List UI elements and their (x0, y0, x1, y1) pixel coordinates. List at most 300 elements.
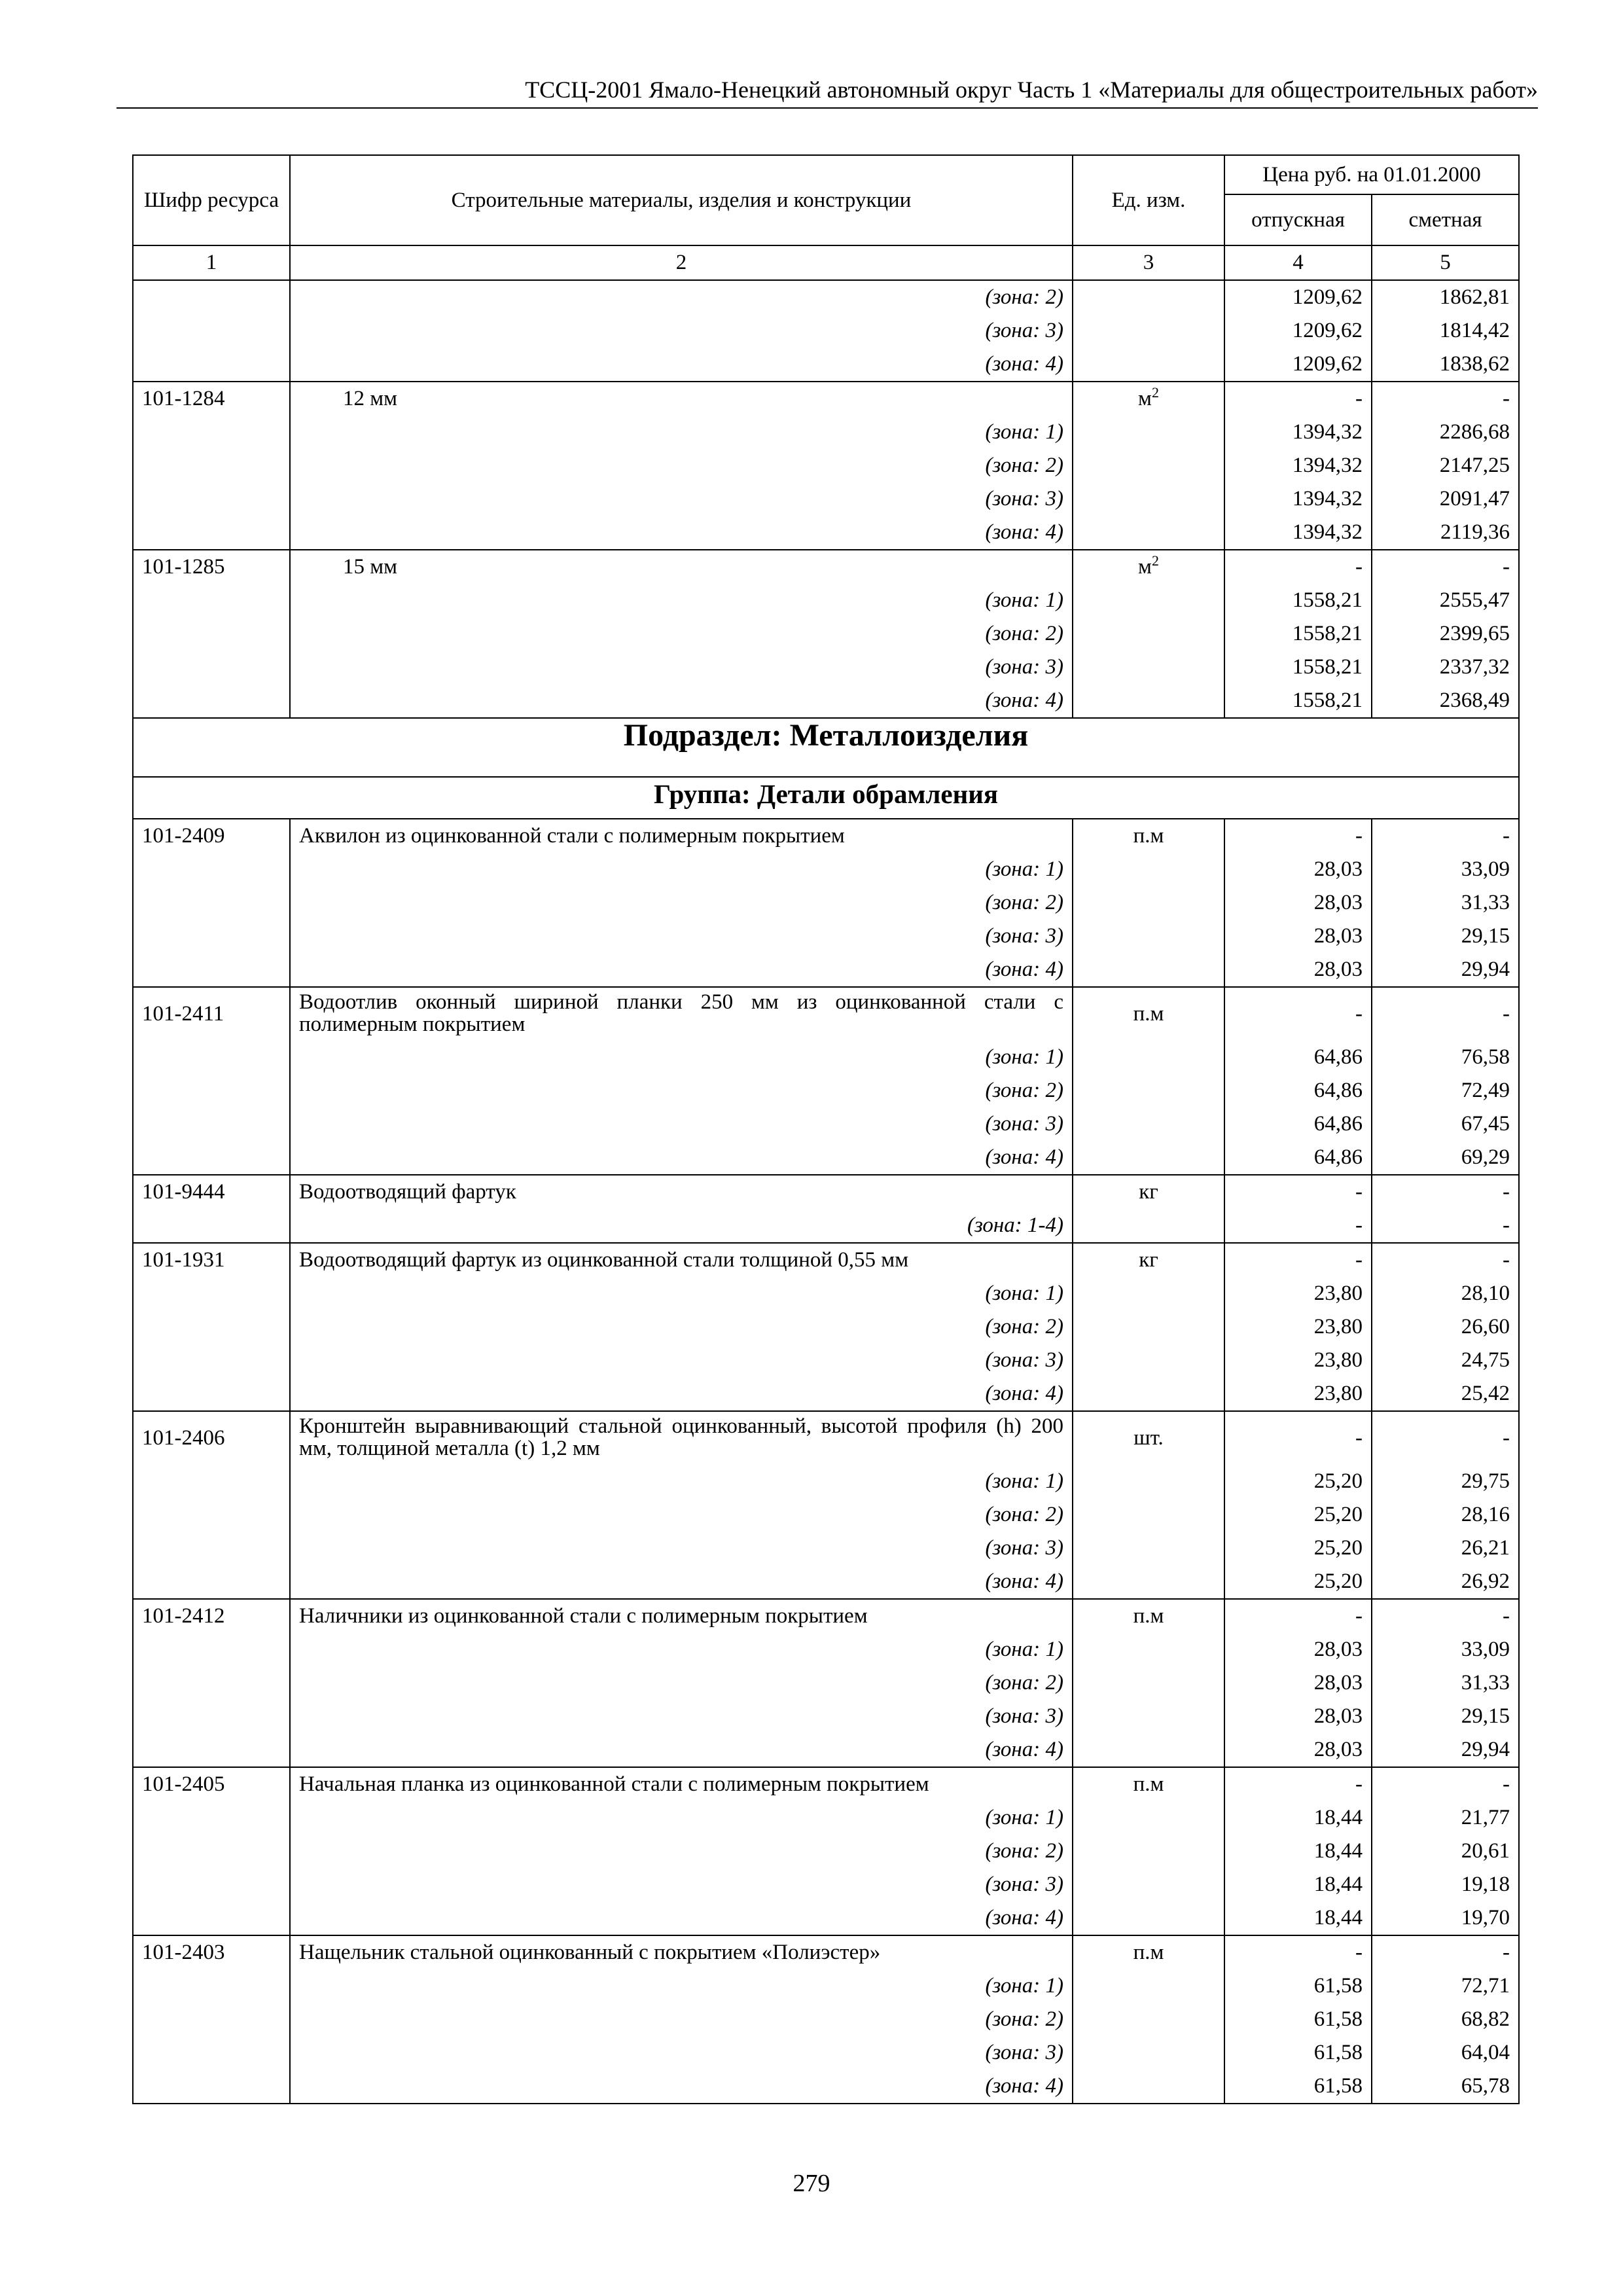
release-price: 64,86 (1224, 1074, 1372, 1107)
zone-label: (зона: 1) (290, 1041, 1073, 1074)
unit-label: п.м (1133, 1002, 1164, 1026)
estimate-price: 26,92 (1372, 1565, 1519, 1599)
header-name: Строительные материалы, изделия и конструкции (290, 155, 1073, 245)
unit-cell (1073, 920, 1224, 953)
header-release: отпускная (1224, 194, 1372, 245)
code-cell (133, 1209, 290, 1243)
table-header (133, 155, 1519, 280)
zone-label: (зона: 4) (290, 1377, 1073, 1411)
estimate-price: 26,60 (1372, 1310, 1519, 1344)
item-row (133, 1599, 1519, 1633)
resource-code: 101-1931 (133, 1243, 290, 1277)
zone-row (133, 584, 1519, 617)
unit-cell (1073, 1310, 1224, 1344)
code-cell (133, 1310, 290, 1344)
code-cell (133, 651, 290, 684)
estimate-price: 29,94 (1372, 953, 1519, 987)
release-price: 1394,32 (1224, 449, 1372, 482)
zone-row (133, 1901, 1519, 1935)
estimate-price: 2119,36 (1372, 516, 1519, 550)
code-cell (133, 1733, 290, 1767)
zone-row (133, 651, 1519, 684)
zone-row (133, 314, 1519, 348)
code-cell (133, 1465, 290, 1498)
zone-row (133, 1465, 1519, 1498)
estimate-price: 28,16 (1372, 1498, 1519, 1532)
release-price: - (1224, 382, 1372, 416)
code-cell (133, 516, 290, 550)
estimate-price: - (1372, 382, 1519, 416)
release-price: 23,80 (1224, 1344, 1372, 1377)
unit-cell (1073, 1935, 1224, 1969)
zone-label: (зона: 3) (290, 1700, 1073, 1733)
table-body-lower (133, 819, 1519, 2104)
release-price: 1558,21 (1224, 684, 1372, 718)
unit-cell (1073, 416, 1224, 449)
zone-row (133, 449, 1519, 482)
release-price: 23,80 (1224, 1377, 1372, 1411)
zone-row (133, 1700, 1519, 1733)
estimate-price: - (1372, 987, 1519, 1041)
resource-code: 101-2405 (133, 1767, 290, 1801)
code-cell (133, 617, 290, 651)
unit-cell (1073, 1532, 1224, 1565)
estimate-price: - (1372, 1175, 1519, 1209)
unit-cell (1073, 1411, 1224, 1465)
release-price: 61,58 (1224, 2003, 1372, 2036)
code-cell (133, 1868, 290, 1901)
table-body-upper (133, 280, 1519, 718)
zone-label: (зона: 3) (290, 920, 1073, 953)
unit-cell (1073, 1700, 1224, 1733)
release-price: 28,03 (1224, 920, 1372, 953)
zone-label: (зона: 2) (290, 1074, 1073, 1107)
code-cell (133, 1344, 290, 1377)
unit-cell (1073, 1107, 1224, 1141)
zone-row (133, 617, 1519, 651)
estimate-price: 24,75 (1372, 1344, 1519, 1377)
zone-label: (зона: 4) (290, 1565, 1073, 1599)
zone-label: (зона: 1) (290, 853, 1073, 886)
code-cell (133, 1565, 290, 1599)
zone-label: (зона: 1) (290, 1801, 1073, 1835)
unit-cell (1073, 987, 1224, 1041)
zone-row (133, 416, 1519, 449)
unit-cell (1073, 819, 1224, 853)
estimate-price: - (1372, 1243, 1519, 1277)
unit-cell (1073, 1498, 1224, 1532)
unit-cell (1073, 651, 1224, 684)
estimate-price: - (1372, 1209, 1519, 1243)
unit-cell (1073, 1465, 1224, 1498)
code-cell (133, 1141, 290, 1175)
header-code: Шифр ресурса (133, 155, 290, 245)
unit-cell (1073, 1835, 1224, 1868)
code-cell (133, 1700, 290, 1733)
material-name: Начальная планка из оцинкованной стали с полимерным покрытием (290, 1767, 1073, 1801)
unit-cell (1073, 1041, 1224, 1074)
zone-row (133, 1141, 1519, 1175)
material-name: Водоотлив оконный шириной планки 250 мм из оцинкованной стали с полимерным покрытием (290, 987, 1073, 1041)
zone-label: (зона: 2) (290, 1498, 1073, 1532)
zone-label: (зона: 2) (290, 617, 1073, 651)
material-name: 12 мм (290, 382, 1073, 416)
release-price: - (1224, 550, 1372, 584)
zone-label: (зона: 4) (290, 1733, 1073, 1767)
code-cell (133, 1041, 290, 1074)
release-price: 18,44 (1224, 1868, 1372, 1901)
material-name: Нащельник стальной оцинкованный с покрытием «Полиэстер» (290, 1935, 1073, 1969)
release-price: - (1224, 1599, 1372, 1633)
estimate-price: 68,82 (1372, 2003, 1519, 2036)
zone-row (133, 1041, 1519, 1074)
release-price: 64,86 (1224, 1141, 1372, 1175)
subsection-block (133, 718, 1519, 819)
zone-label: (зона: 2) (290, 2003, 1073, 2036)
release-price: 18,44 (1224, 1901, 1372, 1935)
unit-cell (1073, 449, 1224, 482)
zone-row (133, 280, 1519, 314)
release-price: 1394,32 (1224, 416, 1372, 449)
unit-cell (1073, 1377, 1224, 1411)
unit-cell (1073, 382, 1224, 416)
resource-code: 101-1284 (133, 382, 290, 416)
unit-cell (1073, 1175, 1224, 1209)
zone-row (133, 1868, 1519, 1901)
code-cell (133, 920, 290, 953)
unit-cell (1073, 1565, 1224, 1599)
zone-row (133, 348, 1519, 382)
zone-label: (зона: 4) (290, 684, 1073, 718)
zone-row (133, 1498, 1519, 1532)
zone-row (133, 853, 1519, 886)
estimate-price: 2286,68 (1372, 416, 1519, 449)
release-price: 61,58 (1224, 2070, 1372, 2104)
col-number-1: 1 (133, 245, 290, 280)
estimate-price: 2399,65 (1372, 617, 1519, 651)
estimate-price: 19,70 (1372, 1901, 1519, 1935)
release-price: 61,58 (1224, 2036, 1372, 2070)
estimate-price: 72,71 (1372, 1969, 1519, 2003)
estimate-price: 19,18 (1372, 1868, 1519, 1901)
estimate-price: - (1372, 1411, 1519, 1465)
zone-row (133, 920, 1519, 953)
zone-label: (зона: 4) (290, 516, 1073, 550)
page-number: 279 (793, 2170, 830, 2197)
zone-row (133, 1277, 1519, 1310)
unit-cell (1073, 1767, 1224, 1801)
code-cell (133, 1901, 290, 1935)
zone-label: (зона: 2) (290, 1835, 1073, 1868)
estimate-price: 33,09 (1372, 1633, 1519, 1666)
code-cell (133, 1969, 290, 2003)
item-row (133, 1175, 1519, 1209)
code-cell (133, 280, 290, 314)
header-unit: Ед. изм. (1073, 155, 1224, 245)
resource-code: 101-2411 (133, 987, 290, 1041)
estimate-price: 29,15 (1372, 920, 1519, 953)
estimate-price: 64,04 (1372, 2036, 1519, 2070)
material-name: Водоотводящий фартук из оцинкованной стали толщиной 0,55 мм (290, 1243, 1073, 1277)
zone-row (133, 1733, 1519, 1767)
unit-cell (1073, 2036, 1224, 2070)
code-cell (133, 853, 290, 886)
zone-row (133, 1835, 1519, 1868)
code-cell (133, 416, 290, 449)
release-price: - (1224, 1209, 1372, 1243)
release-price: 28,03 (1224, 1666, 1372, 1700)
code-cell (133, 1666, 290, 1700)
release-price: 18,44 (1224, 1835, 1372, 1868)
release-price: 1558,21 (1224, 584, 1372, 617)
unit-label: м (1138, 555, 1152, 579)
release-price: 1209,62 (1224, 314, 1372, 348)
unit-cell (1073, 1901, 1224, 1935)
release-price: 1209,62 (1224, 280, 1372, 314)
zone-label: (зона: 3) (290, 2036, 1073, 2070)
zone-label: (зона: 3) (290, 651, 1073, 684)
code-cell (133, 348, 290, 382)
code-cell (133, 314, 290, 348)
zone-label: (зона: 1) (290, 584, 1073, 617)
code-cell (133, 1498, 290, 1532)
unit-label: кг (1139, 1180, 1158, 1204)
release-price: 64,86 (1224, 1107, 1372, 1141)
unit-cell (1073, 1666, 1224, 1700)
unit-cell (1073, 1344, 1224, 1377)
estimate-price: 65,78 (1372, 2070, 1519, 2104)
zone-label: (зона: 3) (290, 1868, 1073, 1901)
zone-row (133, 482, 1519, 516)
estimate-price: 1838,62 (1372, 348, 1519, 382)
item-row (133, 819, 1519, 853)
code-cell (133, 1107, 290, 1141)
estimate-price: 2147,25 (1372, 449, 1519, 482)
zone-label: (зона: 3) (290, 314, 1073, 348)
code-cell (133, 1801, 290, 1835)
estimate-price: 29,94 (1372, 1733, 1519, 1767)
unit-label: п.м (1133, 1604, 1164, 1628)
zone-label: (зона: 2) (290, 1666, 1073, 1700)
unit-exponent: 2 (1151, 552, 1159, 569)
item-row (133, 1767, 1519, 1801)
release-price: 28,03 (1224, 1700, 1372, 1733)
code-cell (133, 953, 290, 987)
material-name: Кронштейн выравнивающий стальной оцинкованный, высотой профиля (h) 200 мм, толщиной металла (t) 1,2 мм (290, 1411, 1073, 1465)
zone-label: (зона: 1) (290, 1633, 1073, 1666)
zone-row (133, 2070, 1519, 2104)
group-title: Группа: Детали обрамления (133, 777, 1519, 819)
zone-label: (зона: 4) (290, 2070, 1073, 2104)
code-cell (133, 684, 290, 718)
estimate-price: 2091,47 (1372, 482, 1519, 516)
unit-label: п.м (1133, 1941, 1164, 1964)
zone-label: (зона: 3) (290, 1107, 1073, 1141)
release-price: 61,58 (1224, 1969, 1372, 2003)
release-price: - (1224, 1411, 1372, 1465)
unit-cell (1073, 617, 1224, 651)
unit-cell (1073, 314, 1224, 348)
unit-cell (1073, 684, 1224, 718)
code-cell (133, 584, 290, 617)
subsection-title: Подраздел: Металлоизделия (133, 718, 1519, 777)
release-price: 25,20 (1224, 1532, 1372, 1565)
zone-row (133, 1209, 1519, 1243)
estimate-price: 31,33 (1372, 886, 1519, 920)
unit-cell (1073, 1243, 1224, 1277)
estimate-price: 76,58 (1372, 1041, 1519, 1074)
zone-label: (зона: 4) (290, 1141, 1073, 1175)
code-cell (133, 1277, 290, 1310)
zone-row (133, 2003, 1519, 2036)
zone-row (133, 684, 1519, 718)
col-number-2: 2 (290, 245, 1073, 280)
zone-label: (зона: 3) (290, 482, 1073, 516)
zone-row (133, 953, 1519, 987)
release-price: 1394,32 (1224, 516, 1372, 550)
code-cell (133, 2036, 290, 2070)
unit-cell (1073, 1969, 1224, 2003)
code-cell (133, 482, 290, 516)
estimate-price: 21,77 (1372, 1801, 1519, 1835)
unit-cell (1073, 1733, 1224, 1767)
estimate-price: 69,29 (1372, 1141, 1519, 1175)
estimate-price: 20,61 (1372, 1835, 1519, 1868)
release-price: 64,86 (1224, 1041, 1372, 1074)
item-row (133, 1935, 1519, 1969)
release-price: 28,03 (1224, 1733, 1372, 1767)
col-number-5: 5 (1372, 245, 1519, 280)
release-price: 23,80 (1224, 1277, 1372, 1310)
unit-cell (1073, 886, 1224, 920)
unit-cell (1073, 1209, 1224, 1243)
zone-row (133, 2036, 1519, 2070)
release-price: 28,03 (1224, 953, 1372, 987)
estimate-price: 2337,32 (1372, 651, 1519, 684)
zone-row (133, 1532, 1519, 1565)
release-price: - (1224, 1935, 1372, 1969)
estimate-price: 25,42 (1372, 1377, 1519, 1411)
item-row (133, 1411, 1519, 1465)
release-price: - (1224, 987, 1372, 1041)
release-price: - (1224, 1175, 1372, 1209)
zone-row (133, 1565, 1519, 1599)
zone-label: (зона: 1) (290, 1465, 1073, 1498)
estimate-price: 1862,81 (1372, 280, 1519, 314)
resource-code: 101-2412 (133, 1599, 290, 1633)
unit-cell (1073, 1633, 1224, 1666)
unit-cell (1073, 516, 1224, 550)
release-price: 1558,21 (1224, 617, 1372, 651)
unit-exponent: 2 (1151, 384, 1159, 401)
unit-cell (1073, 1868, 1224, 1901)
zone-row (133, 516, 1519, 550)
release-price: 1209,62 (1224, 348, 1372, 382)
estimate-price: 26,21 (1372, 1532, 1519, 1565)
item-row (133, 1243, 1519, 1277)
resource-code: 101-2403 (133, 1935, 290, 1969)
estimate-price: 72,49 (1372, 1074, 1519, 1107)
code-cell (133, 1835, 290, 1868)
zone-row (133, 1344, 1519, 1377)
col-number-3: 3 (1073, 245, 1224, 280)
code-cell (133, 449, 290, 482)
zone-row (133, 886, 1519, 920)
unit-cell (1073, 2070, 1224, 2104)
zone-row (133, 1074, 1519, 1107)
material-name: Наличники из оцинкованной стали с полимерным покрытием (290, 1599, 1073, 1633)
unit-label: кг (1139, 1248, 1158, 1272)
release-price: 1394,32 (1224, 482, 1372, 516)
code-cell (133, 886, 290, 920)
estimate-price: - (1372, 819, 1519, 853)
unit-cell (1073, 584, 1224, 617)
zone-label: (зона: 4) (290, 953, 1073, 987)
unit-cell (1073, 853, 1224, 886)
unit-cell (1073, 482, 1224, 516)
material-name: 15 мм (290, 550, 1073, 584)
zone-label: (зона: 3) (290, 1532, 1073, 1565)
estimate-price: 29,75 (1372, 1465, 1519, 1498)
code-cell (133, 1532, 290, 1565)
estimate-price: 28,10 (1372, 1277, 1519, 1310)
resource-code: 101-1285 (133, 550, 290, 584)
header-price: Цена руб. на 01.01.2000 (1224, 155, 1519, 194)
zone-row (133, 1633, 1519, 1666)
material-name: Водоотводящий фартук (290, 1175, 1073, 1209)
estimate-price: 29,15 (1372, 1700, 1519, 1733)
col-number-4: 4 (1224, 245, 1372, 280)
unit-label: п.м (1133, 824, 1164, 848)
zone-row (133, 1310, 1519, 1344)
material-name: Аквилон из оцинкованной стали с полимерным покрытием (290, 819, 1073, 853)
price-table (132, 154, 1520, 2104)
code-cell (133, 1377, 290, 1411)
release-price: - (1224, 1243, 1372, 1277)
unit-cell (1073, 550, 1224, 584)
zone-row (133, 1377, 1519, 1411)
estimate-price: 2368,49 (1372, 684, 1519, 718)
zone-label: (зона: 2) (290, 886, 1073, 920)
zone-label: (зона: 1-4) (290, 1209, 1073, 1243)
release-price: - (1224, 1767, 1372, 1801)
zone-label: (зона: 4) (290, 348, 1073, 382)
unit-cell (1073, 953, 1224, 987)
release-price: 1558,21 (1224, 651, 1372, 684)
zone-row (133, 1969, 1519, 2003)
unit-cell (1073, 1074, 1224, 1107)
item-row (133, 382, 1519, 416)
running-header: ТССЦ-2001 Ямало-Ненецкий автономный округ Часть 1 «Материалы для общестроительных работ» (116, 73, 1538, 109)
item-row (133, 550, 1519, 584)
unit-cell (1073, 2003, 1224, 2036)
unit-cell (1073, 1801, 1224, 1835)
estimate-price: 67,45 (1372, 1107, 1519, 1141)
unit-label: п.м (1133, 1772, 1164, 1796)
zone-label: (зона: 1) (290, 416, 1073, 449)
zone-row (133, 1107, 1519, 1141)
release-price: 25,20 (1224, 1465, 1372, 1498)
zone-row (133, 1666, 1519, 1700)
release-price: 28,03 (1224, 853, 1372, 886)
zone-label: (зона: 2) (290, 280, 1073, 314)
release-price: 25,20 (1224, 1565, 1372, 1599)
unit-label: м (1138, 387, 1152, 410)
estimate-price: - (1372, 1767, 1519, 1801)
estimate-price: 31,33 (1372, 1666, 1519, 1700)
release-price: 28,03 (1224, 1633, 1372, 1666)
release-price: - (1224, 819, 1372, 853)
